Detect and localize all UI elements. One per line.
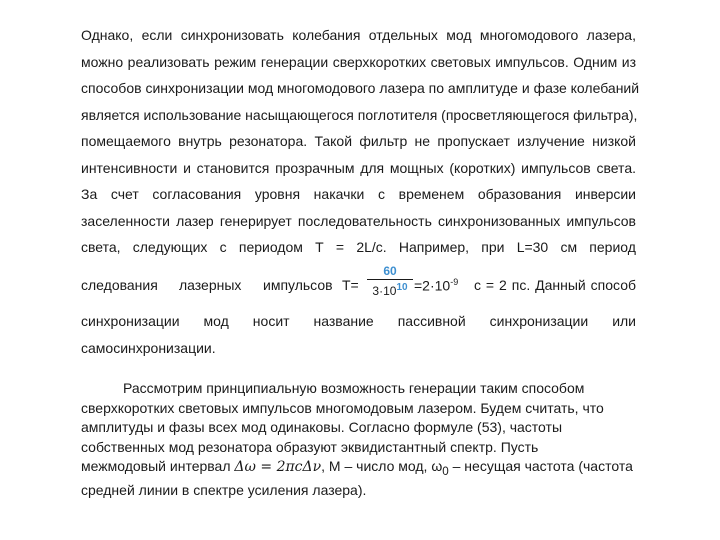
word: синхронизации [489,313,589,329]
formula-result: $=2\cdot 10^{-9}$ [414,277,459,294]
text-line-name [81,313,636,329]
fraction-numerator: 60 [383,264,397,278]
word: название [313,313,374,329]
word: 2L/c. [356,239,387,255]
word: или [612,313,636,329]
word: импульсов [263,277,333,293]
text-line: Однако, если синхронизовать колебания отдельных мод многомодового лазера, [81,27,636,43]
word: L=30 [516,239,549,255]
fraction [367,264,413,298]
word: следования [81,277,158,293]
word: при [481,239,505,255]
word: с [219,239,227,255]
text-line: способов синхронизации мод многомодового лазера по амплитуде и фазе колебаний [81,80,640,96]
text-line: амплитуды и фазы всех мод одинаковы. Согласно формуле (53), частоты [81,419,563,435]
paragraph-1 [81,22,640,261]
word: T [315,239,324,255]
word: Например, [398,239,470,255]
word: синхронизации [81,313,180,329]
text-line: помещаемого внутрь резонатора. Такой фильтр не пропускает излучение низкой [81,133,636,149]
fraction-bar [367,279,413,280]
text-line: За счет согласования уровня накачки с временем образования инверсии [81,186,636,202]
word: мод [203,313,229,329]
text-line-last: самосинхронизации. [81,340,216,356]
text-tail: с = 2 пс. Данный способ [474,277,636,293]
word: см [560,239,578,255]
text-line: Рассмотрим принципиальную возможность генерации таким способом [123,380,585,396]
text-line: можно реализовать режим генерации сверхкоротких световых импульсов. Одним из [81,53,636,70]
text-line: заселенности лазер генерирует последовательность синхронизованных импульсов [81,212,636,229]
word: лазерных [179,277,242,293]
word: период [589,239,636,255]
formula-line [81,262,636,302]
word: следующих [132,239,208,255]
text-line-interval: межмодовый интервал Δω = 2πcΔν, M – число мод, $\omega_0$ – несущая частота (частота [81,458,633,478]
text-line: собственных мод резонатора образуют эквидистантный спектр. Пусть [81,438,539,455]
word: носит [252,313,290,329]
word: = [335,239,345,255]
text-line: сверхкоротких световых импульсов многомодовым лазером. Будем считать, что [81,399,604,416]
word: пассивной [397,313,466,329]
word: периодом [238,239,303,255]
text-line: средней линии в спектре усиления лазера). [81,482,367,499]
text-line: является использование насыщающегося поглотителя (просветляющегося фильтра), [81,106,638,123]
period-symbol: T= [342,277,359,293]
text-line-period [81,234,636,261]
text-line: интенсивности и становится прозрачным для мощных (коротких) импульсов света. [81,159,636,176]
fraction-denominator: $3\cdot 10^{10}$ [372,282,408,298]
word: света, [81,239,121,255]
paragraph-2 [81,379,641,501]
